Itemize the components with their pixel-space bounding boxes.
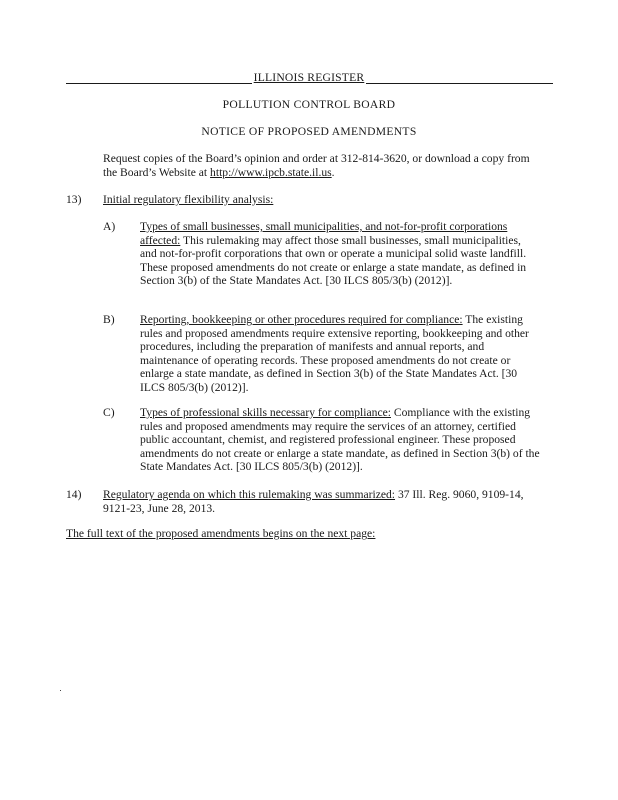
scan-speck — [60, 690, 61, 691]
item-14-text: 37 Ill. Reg. 9060, 9109-14, 9121-23, June 28, 2013. — [103, 488, 524, 515]
request-text: Request copies of the Board’s opinion and order at 312-814-3620, or download a copy from the Board’s Website at — [103, 152, 530, 179]
subitem-c-letter: C) — [103, 406, 115, 419]
subitem-a-letter: A) — [103, 220, 116, 233]
subitem-c-heading: Types of professional skills necessary for compliance: — [140, 406, 391, 419]
board-title: POLLUTION CONTROL BOARD — [222, 98, 396, 111]
full-text-notice — [66, 527, 546, 541]
subitem-a-heading: Types of small businesses, small municipalities, and not-for-profit corporations affected: — [140, 220, 508, 247]
subitem-a-paragraph — [140, 220, 540, 288]
item-13-heading — [103, 193, 543, 207]
item-13-heading-text: Initial regulatory flexibility analysis: — [103, 193, 274, 206]
subitem-c-text: Compliance with the existing rules and proposed amendments may require the services of an attorney, certified public accountant, chemist, and registered professional engineer. These proposed amendments do not create or enlarge a state mandate, as defined in Section 3(b) of the State Mandates Act. [30 ILCS 805/3(b) (2012)]. — [140, 406, 540, 474]
board-website-link[interactable]: http://www.ipcb.state.il.us — [210, 165, 332, 179]
subitem-b-paragraph — [140, 313, 540, 395]
notice-title: NOTICE OF PROPOSED AMENDMENTS — [201, 125, 417, 138]
subitem-c-paragraph — [140, 406, 540, 474]
request-period: . — [331, 165, 335, 179]
full-text-notice-text: The full text of the proposed amendments begins on the next page: — [66, 527, 376, 540]
subitem-b-text: The existing rules and proposed amendments require extensive reporting, bookkeeping and other procedures, including the preparation of manifests and annual reports, and maintenance of operating records. These proposed amendments do not create or enlarge a state mandate, as defined in Section 3(b) of the State Mandates Act. [30 ILCS 805/3(b) (2012)]. — [140, 313, 529, 394]
register-title-text: ILLINOIS REGISTER — [253, 71, 365, 84]
item-13-number: 13) — [66, 193, 82, 206]
item-14-paragraph — [103, 488, 543, 515]
subitem-b-letter: B) — [103, 313, 115, 326]
register-title — [0, 71, 618, 85]
item-14-number: 14) — [66, 488, 82, 501]
subitem-a-text: This rulemaking may affect those small businesses, small municipalities, and not-for-profit corporations that own or operate a municipal solid waste landfill. These proposed amendments do not create or enlarge a state mandate, as defined in Section 3(b) of the State Mandates Act. [30 ILCS 805/3(b) (2012)]. — [140, 233, 527, 288]
item-14-heading: Regulatory agenda on which this rulemaking was summarized: — [103, 488, 396, 501]
subitem-b-heading: Reporting, bookkeeping or other procedures required for compliance: — [140, 313, 463, 326]
request-paragraph — [103, 152, 543, 179]
